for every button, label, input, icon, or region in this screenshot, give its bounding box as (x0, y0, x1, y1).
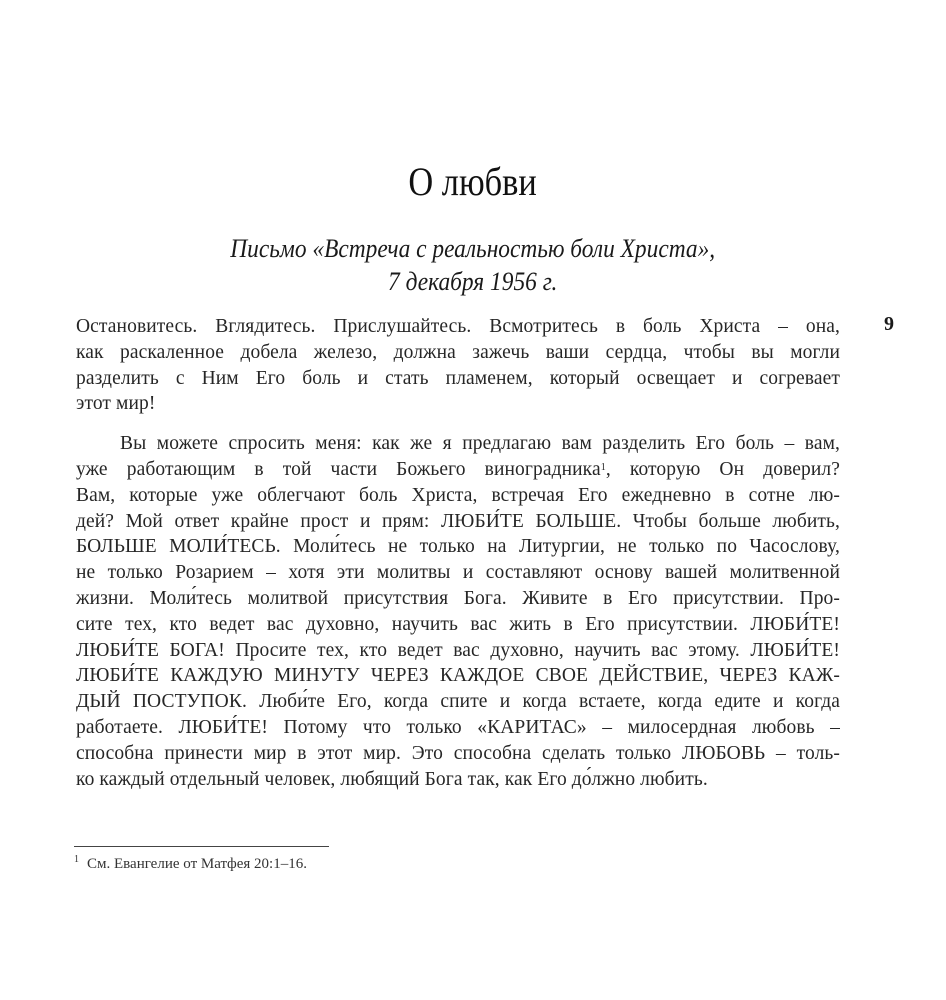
text-segment: уже работающим в той части Божьего виноградника (76, 458, 601, 480)
text-line: жизни. Моли́тесь молитвой присутствия Бога. Живите в Его присутствии. Про- (76, 587, 840, 609)
text-line: сите тех, кто ведет вас духовно, научить вас жить в Его присутствии. ЛЮБИ́ТЕ! (76, 613, 840, 635)
text-line: БОЛЬШЕ МОЛИ́ТЕСЬ. Моли́тесь не только на Литургии, не только по Часослову, (76, 536, 840, 558)
text-line: ко каждый отдельный человек, любящий Бога так, как Его до́лжно любить. (76, 768, 708, 790)
text-line: Вы можете спросить меня: как же я предлагаю вам разделить Его боль – вам, (120, 433, 840, 455)
text-line: работаете. ЛЮБИ́ТЕ! Потому что только «КАРИТАС» – милосердная любовь – (76, 716, 840, 738)
text-line: не только Розарием – хотя эти молитвы и составляют основу вашей молитвенной (76, 562, 840, 584)
paragraph-1 (76, 314, 840, 417)
text-line: Остановитесь. Вглядитесь. Прислушайтесь. Всмотритесь в боль Христа – она, (76, 316, 840, 337)
footnote-divider (74, 846, 329, 847)
text-line: как раскаленное добела железо, должна зажечь ваши сердца, чтобы вы могли (76, 341, 840, 363)
subtitle-line-1: Письмо «Встреча с реальностью боли Христа», (230, 234, 716, 263)
footnote (74, 856, 307, 873)
chapter-subtitle (47, 232, 898, 298)
page-number: 9 (884, 313, 894, 335)
paragraph-2 (76, 431, 840, 792)
text-line: разделить с Ним Его боль и стать пламенем, который освещает и согревает (76, 367, 840, 389)
text-line: ЛЮБИ́ТЕ БОГА! Просите тех, кто ведет вас духовно, научить вас этому. ЛЮБИ́ТЕ! (76, 639, 840, 661)
subtitle-line-2: 7 декабря 1956 г. (388, 267, 558, 296)
text-line: ЛЮБИ́ТЕ КАЖДУЮ МИНУТУ ЧЕРЕЗ КАЖДОЕ СВОЕ ДЕЙСТВИЕ, ЧЕРЕЗ КАЖ- (76, 665, 840, 687)
text-line: способна принести мир в этот мир. Это способна сделать только ЛЮБОВЬ – толь- (76, 742, 840, 764)
footnote-number: 1 (74, 854, 79, 865)
chapter-title: О любви (408, 159, 537, 204)
body-text (76, 314, 840, 792)
text-line: Вам, которые уже облегчают боль Христа, встречая Его ежедневно в сотне лю- (76, 484, 840, 506)
text-line: этот мир! (76, 393, 156, 415)
text-line-with-footnote (76, 457, 840, 483)
text-line: дей? Мой ответ крайне прост и прям: ЛЮБИ́ТЕ БОЛЬШЕ. Чтобы больше любить, (76, 510, 840, 532)
text-segment: , которую Он доверил? (605, 458, 840, 480)
footnote-reference[interactable]: 1 (600, 461, 606, 473)
footnote-text: См. Евангелие от Матфея 20:1–16. (87, 856, 307, 872)
text-line: ДЫЙ ПОСТУПОК. Люби́те Его, когда спите и когда встаете, когда едите и когда (76, 691, 840, 713)
